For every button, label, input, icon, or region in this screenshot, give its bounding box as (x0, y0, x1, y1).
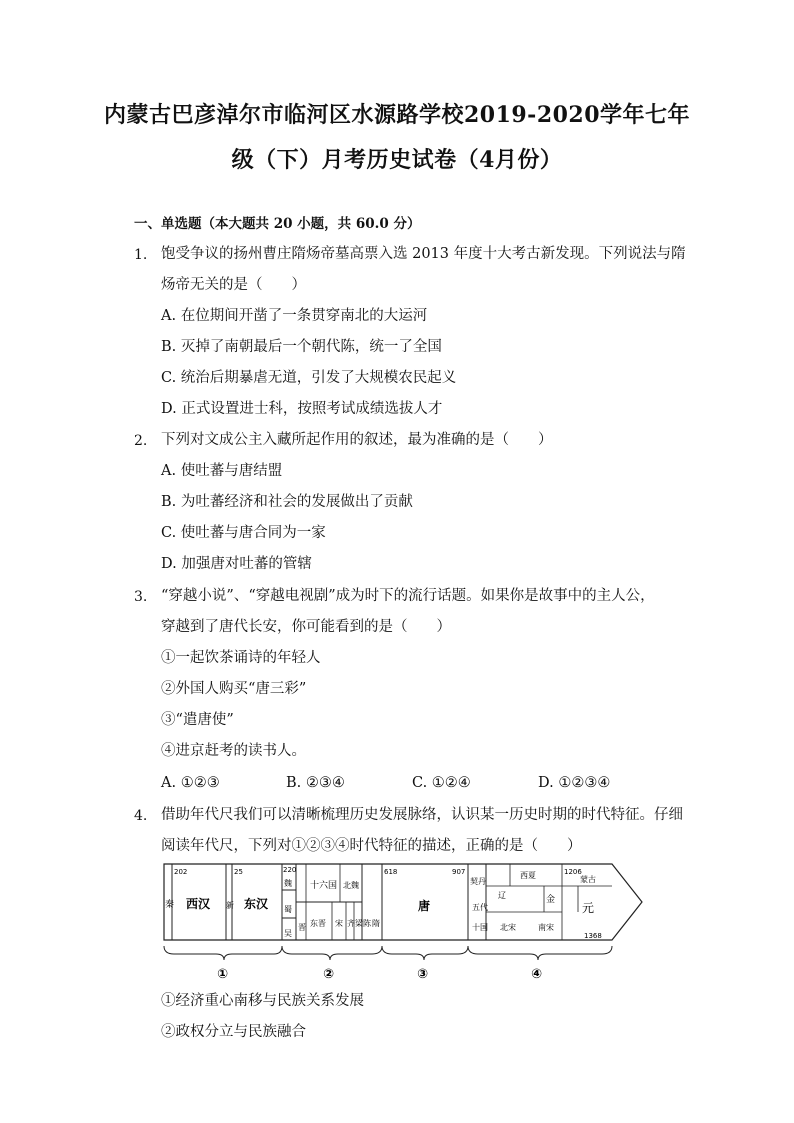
label-wudai: 五代 (472, 903, 488, 912)
question-stem: 炀帝无关的是（ ） (161, 277, 306, 293)
label-qin: 秦 (165, 900, 175, 910)
bracket-3 (382, 946, 468, 960)
option-b[interactable]: B. 灭掉了南朝最后一个朝代陈，统一了全国 (161, 339, 442, 355)
label-beisong: 北宋 (500, 923, 516, 932)
question-number: 1. (134, 247, 148, 263)
label-tang: 唐 (418, 899, 431, 913)
page-title-line1: 内蒙古巴彦淖尔市临河区水源路学校2019-2020学年七年 (103, 102, 691, 128)
option-a[interactable]: A. ①②③ (161, 775, 220, 791)
label-1206: 1206 (564, 868, 582, 876)
list-item: ③“遣唐使” (161, 712, 234, 728)
option-c[interactable]: C. 使吐蕃与唐合同为一家 (161, 525, 326, 541)
label-xihan: 西汉 (186, 897, 211, 911)
label-chen: 陈 (363, 919, 371, 928)
list-item: ②政权分立与民族融合 (161, 1024, 306, 1040)
label-shiliuguo: 十六国 (310, 881, 338, 891)
question-stem: 阅读年代尺，下列对①②③④时代特征的描述，正确的是（ ） (161, 838, 582, 854)
option-d[interactable]: D. 正式设置进士科，按照考试成绩选拔人才 (161, 401, 443, 417)
timeline-figure (160, 860, 646, 990)
option-d[interactable]: D. 加强唐对吐蕃的管辖 (161, 556, 312, 572)
label-1368: 1368 (584, 932, 602, 940)
list-item: ①经济重心南移与民族关系发展 (161, 993, 364, 1009)
question-stem: 饱受争议的扬州曹庄隋炀帝墓高票入选 2013 年度十大考古新发现。下列说法与隋 (161, 246, 686, 262)
label-liang: 梁 (355, 919, 363, 928)
label-202: 202 (174, 868, 188, 876)
bracket-4 (468, 946, 612, 960)
page-title-line2: 级（下）月考历史试卷（4月份） (231, 147, 563, 173)
bracket-2 (282, 946, 382, 960)
label-donghan: 东汉 (244, 897, 269, 911)
label-220: 220 (283, 866, 297, 874)
label-nansong: 南宋 (538, 923, 554, 932)
label-618: 618 (384, 868, 398, 876)
bracket-label-1: ① (217, 967, 229, 982)
label-907: 907 (452, 868, 466, 876)
section-heading: 一、单选题（本大题共 20 小题，共 60.0 分） (134, 216, 421, 232)
label-dongjin: 东晋 (310, 919, 326, 928)
label-yuan: 元 (582, 901, 595, 915)
timeline-svg (160, 860, 646, 988)
label-sui: 隋 (372, 919, 380, 928)
label-jin2: 金 (546, 895, 556, 905)
label-xin: 新 (226, 901, 234, 910)
label-song: 宋 (335, 919, 343, 928)
label-mongol: 蒙古 (580, 875, 596, 884)
bracket-label-2: ② (323, 967, 335, 982)
list-item: ④进京赶考的读书人。 (161, 743, 306, 759)
bracket-label-3: ③ (417, 967, 429, 982)
label-shiguo: 十国 (472, 923, 488, 932)
question-stem: 下列对文成公主入藏所起作用的叙述，最为准确的是（ ） (161, 432, 553, 448)
bracket-1 (164, 946, 282, 960)
question-stem: 穿越到了唐代长安，你可能看到的是（ ） (161, 619, 451, 635)
list-item: ②外国人购买“唐三彩” (161, 681, 307, 697)
label-25: 25 (234, 868, 243, 876)
label-liao: 契丹 (470, 877, 486, 886)
option-a[interactable]: A. 使吐蕃与唐结盟 (161, 463, 283, 479)
label-xixia: 西夏 (520, 871, 536, 880)
question-number: 2. (134, 433, 148, 449)
list-item: ①一起饮茶诵诗的年轻人 (161, 650, 321, 666)
label-wu: 吴 (284, 929, 292, 938)
question-number: 3. (134, 589, 148, 605)
option-c[interactable]: C. ①②④ (412, 775, 471, 791)
question-number: 4. (134, 808, 148, 824)
bracket-label-4: ④ (531, 967, 543, 982)
question-stem: 借助年代尺我们可以清晰梳理历史发展脉络，认识某一历史时期的时代特征。仔细 (161, 807, 683, 823)
label-liao2: 辽 (498, 891, 506, 900)
option-b[interactable]: B. ②③④ (286, 775, 345, 791)
label-beiwei: 北魏 (343, 881, 359, 890)
option-a[interactable]: A. 在位期间开凿了一条贯穿南北的大运河 (161, 308, 428, 324)
label-wei: 魏 (284, 879, 292, 888)
label-qi: 齐 (347, 919, 355, 928)
label-shu: 蜀 (284, 905, 292, 914)
question-stem: “穿越小说”、“穿越电视剧”成为时下的流行话题。如果你是故事中的主人公， (161, 588, 655, 604)
option-c[interactable]: C. 统治后期暴虐无道，引发了大规模农民起义 (161, 370, 457, 386)
option-d[interactable]: D. ①②③④ (538, 775, 611, 791)
option-b[interactable]: B. 为吐蕃经济和社会的发展做出了贡献 (161, 494, 413, 510)
label-jin: 晋 (298, 923, 306, 932)
